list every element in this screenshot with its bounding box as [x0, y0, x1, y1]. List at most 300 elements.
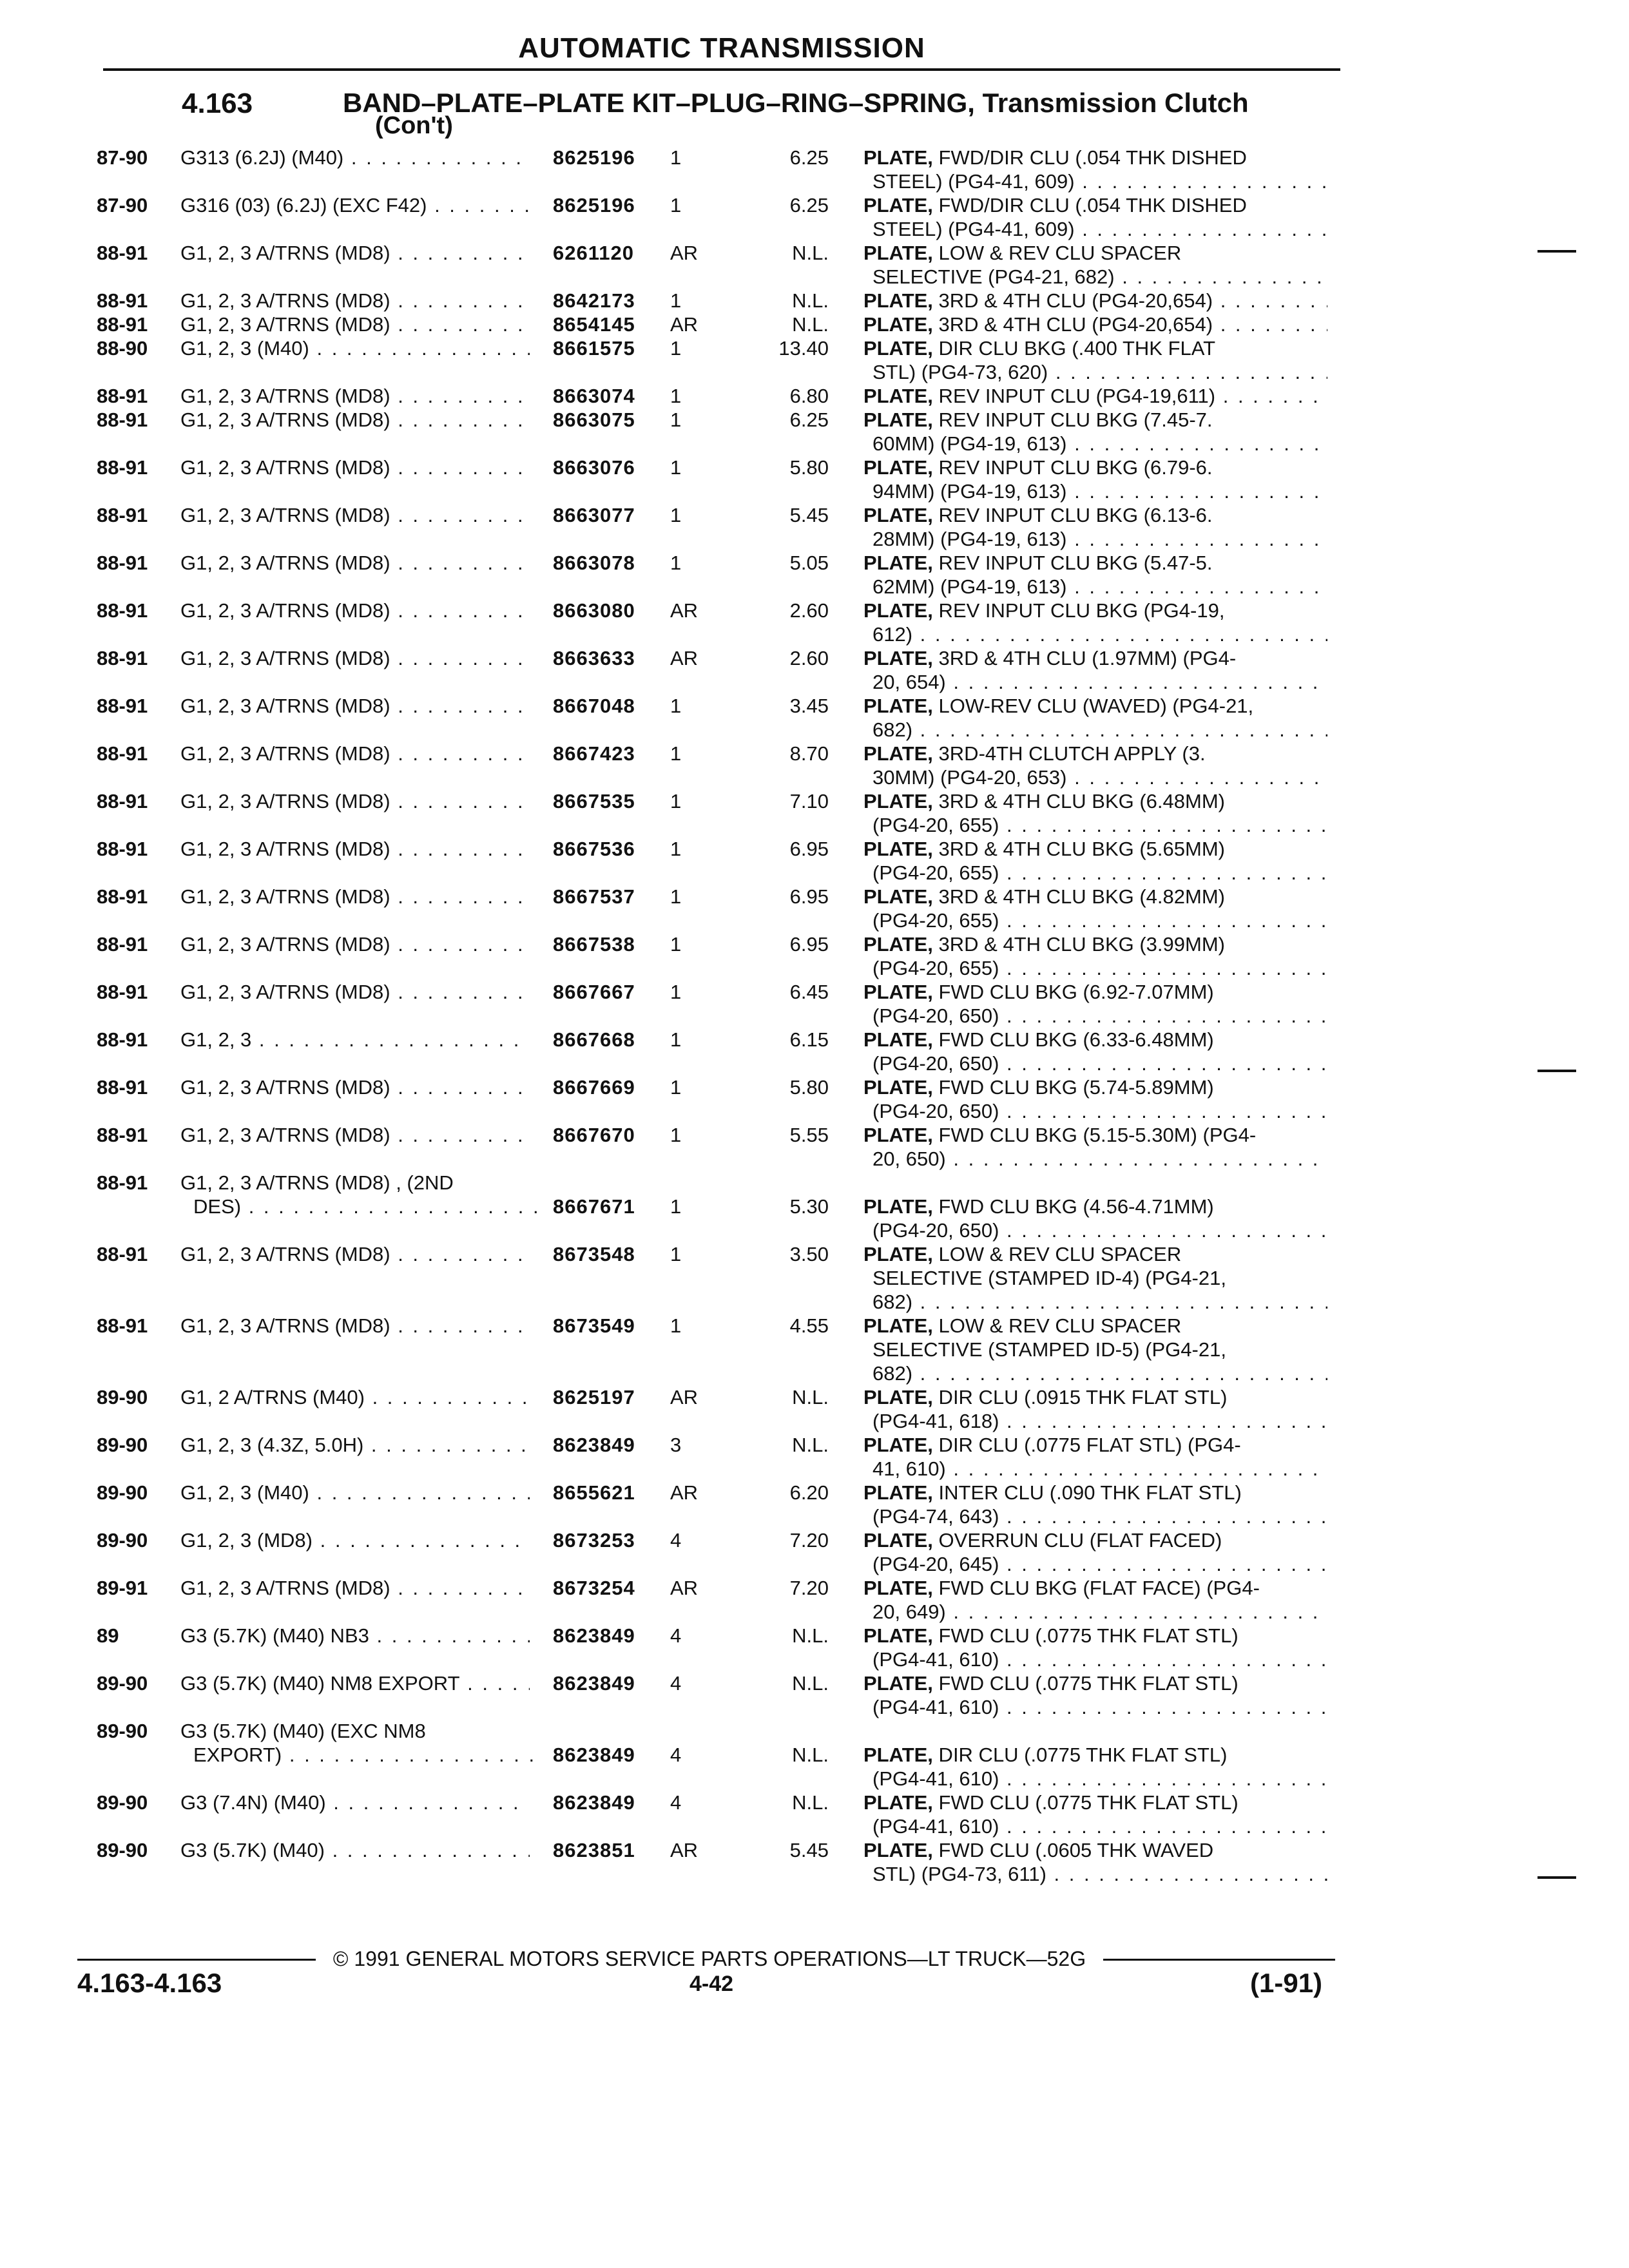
description-line: 30MM) (PG4-20, 653) . . .: [863, 765, 1327, 789]
row-years: 89-90: [97, 1386, 148, 1408]
description-keyword: PLATE,: [863, 1028, 933, 1051]
row-description: [863, 885, 1327, 932]
description-line: PLATE, DIR CLU BKG (.400 THK FLAT: [863, 337, 1216, 360]
row-part-number: 8667537: [553, 885, 635, 908]
description-line: STL) (PG4-73, 620) . . .: [863, 360, 1327, 384]
row-quantity: 4: [670, 1744, 682, 1766]
row-description: [863, 1195, 1327, 1242]
description-line: (PG4-41, 610) . . .: [863, 1767, 1327, 1791]
row-quantity: 1: [670, 385, 682, 407]
description-keyword: PLATE,: [863, 385, 933, 407]
row-part-number: 8623849: [553, 1744, 635, 1766]
row-years: 88-91: [97, 242, 148, 264]
description-keyword: PLATE,: [863, 1481, 933, 1504]
row-usage: G1, 2, 3 A/TRNS (MD8) . . .: [180, 694, 530, 718]
description-line: PLATE, 3RD & 4TH CLU BKG (3.99MM): [863, 933, 1225, 956]
row-description: [863, 837, 1327, 885]
footer-rule-left: [77, 1959, 316, 1961]
row-description: [863, 694, 1327, 742]
description-line: (PG4-20, 645) . . .: [863, 1552, 1327, 1576]
description-line: 682) . . .: [863, 1290, 1327, 1314]
row-description: [863, 1242, 1327, 1314]
description-line: SELECTIVE (STAMPED ID-5) (PG4-21,: [872, 1338, 1226, 1361]
row-quantity: AR: [670, 313, 699, 336]
description-keyword: PLATE,: [863, 1243, 933, 1265]
description-line: 94MM) (PG4-19, 613) . . .: [863, 479, 1327, 503]
row-quantity: 1: [670, 1195, 682, 1218]
row-years: 89-91: [97, 1577, 148, 1599]
row-usage: G1, 2, 3 A/TRNS (MD8) . . .: [180, 980, 530, 1004]
description-line: PLATE, FWD CLU BKG (5.15-5.30M) (PG4-: [863, 1124, 1257, 1146]
row-usage: G1, 2, 3 A/TRNS (MD8) . . .: [180, 408, 530, 432]
description-line: PLATE, FWD CLU (.0775 THK FLAT STL): [863, 1791, 1239, 1814]
row-price: 6.45: [789, 981, 829, 1003]
row-description: [863, 241, 1327, 289]
description-keyword: PLATE,: [863, 1577, 933, 1599]
description-keyword: PLATE,: [863, 1124, 933, 1146]
description-keyword: PLATE,: [863, 1744, 933, 1766]
description-line: PLATE, FWD CLU BKG (6.92-7.07MM): [863, 981, 1214, 1003]
description-line: (PG4-20, 655) . . .: [863, 908, 1327, 932]
row-description: [863, 312, 1327, 336]
row-part-number: 8667538: [553, 933, 635, 956]
row-part-number: 8623849: [553, 1672, 635, 1695]
row-part-number: 8667048: [553, 695, 635, 717]
row-description: [863, 408, 1327, 456]
row-description: [863, 1743, 1327, 1791]
description-keyword: PLATE,: [863, 981, 933, 1003]
row-price: N.L.: [792, 242, 829, 264]
row-part-number: 8667670: [553, 1124, 635, 1146]
row-description: [863, 599, 1327, 646]
description-keyword: PLATE,: [863, 1076, 933, 1099]
description-line: PLATE, FWD/DIR CLU (.054 THK DISHED: [863, 146, 1247, 169]
row-usage: G1, 2, 3 A/TRNS (MD8) . . .: [180, 1314, 530, 1338]
row-usage: G3 (5.7K) (M40) NB3 . . .: [180, 1624, 530, 1648]
description-line: (PG4-41, 610) . . .: [863, 1695, 1327, 1719]
description-keyword: PLATE,: [863, 647, 933, 669]
row-description: [863, 456, 1327, 503]
header-rule: [103, 68, 1340, 71]
description-line: 62MM) (PG4-19, 613) . . .: [863, 575, 1327, 599]
description-keyword: PLATE,: [863, 695, 933, 717]
row-usage: G1, 2, 3 A/TRNS (MD8) . . .: [180, 646, 530, 670]
row-years: 88-91: [97, 504, 148, 526]
row-description: [863, 742, 1327, 789]
row-usage: G1, 2, 3 A/TRNS (MD8) . . .: [180, 456, 530, 479]
description-line: PLATE, FWD CLU (.0775 THK FLAT STL): [863, 1624, 1239, 1647]
row-description: [863, 336, 1327, 384]
row-part-number: 8673548: [553, 1243, 635, 1265]
row-usage: G1, 2, 3 A/TRNS (MD8) . . .: [180, 742, 530, 765]
description-keyword: PLATE,: [863, 1314, 933, 1337]
description-line: 60MM) (PG4-19, 613) . . .: [863, 432, 1327, 456]
description-line: (PG4-20, 650) . . .: [863, 1218, 1327, 1242]
row-description: [863, 1838, 1327, 1886]
row-part-number: 8667536: [553, 838, 635, 860]
footer-date: (1-91): [1250, 1968, 1323, 1998]
row-price: 3.45: [789, 695, 829, 717]
row-description: [863, 289, 1327, 312]
description-line: PLATE, FWD CLU (.0775 THK FLAT STL): [863, 1672, 1239, 1695]
description-line: PLATE, FWD CLU BKG (4.56-4.71MM): [863, 1195, 1214, 1218]
row-part-number: 6261120: [553, 242, 634, 264]
description-line: PLATE, REV INPUT CLU BKG (5.47-5.: [863, 552, 1213, 574]
row-part-number: 8663075: [553, 408, 635, 431]
description-line: PLATE, REV INPUT CLU BKG (7.45-7.: [863, 408, 1213, 431]
row-quantity: 1: [670, 456, 682, 479]
description-keyword: PLATE,: [863, 456, 933, 479]
description-keyword: PLATE,: [863, 1672, 933, 1695]
row-years: 89-90: [97, 1529, 148, 1552]
description-line: (PG4-20, 650) . . .: [863, 1052, 1327, 1075]
group-title: BAND–PLATE–PLATE KIT–PLUG–RING–SPRING, Transmission Clutch: [343, 88, 1249, 118]
row-years: 88-91: [97, 647, 148, 669]
row-price: 6.25: [789, 408, 829, 431]
description-line: PLATE, DIR CLU (.0775 THK FLAT STL): [863, 1744, 1228, 1766]
row-description: [863, 1433, 1327, 1481]
row-usage: G1, 2, 3 A/TRNS (MD8) . . .: [180, 1242, 530, 1266]
description-line: PLATE, DIR CLU (.0915 THK FLAT STL): [863, 1386, 1228, 1408]
row-usage: DES) . . .: [193, 1195, 543, 1218]
row-price: 2.60: [789, 599, 829, 622]
row-years: 89-90: [97, 1839, 148, 1861]
description-line: PLATE, LOW & REV CLU SPACER: [863, 242, 1182, 264]
row-quantity: 1: [670, 146, 682, 169]
description-line: PLATE, DIR CLU (.0775 FLAT STL) (PG4-: [863, 1434, 1241, 1456]
description-line: 20, 654) . . .: [863, 670, 1327, 694]
description-line: PLATE, LOW & REV CLU SPACER: [863, 1314, 1182, 1337]
row-description: [863, 1075, 1327, 1123]
description-line: (PG4-41, 618) . . .: [863, 1409, 1327, 1433]
row-part-number: 8667669: [553, 1076, 635, 1099]
description-line: (PG4-41, 610) . . .: [863, 1814, 1327, 1838]
row-quantity: AR: [670, 599, 699, 622]
row-years: 88-91: [97, 599, 148, 622]
description-keyword: PLATE,: [863, 885, 933, 908]
row-price: N.L.: [792, 1744, 829, 1766]
row-description: [863, 1624, 1327, 1671]
row-years: 88-91: [97, 385, 148, 407]
row-price: 5.30: [789, 1195, 829, 1218]
row-quantity: 1: [670, 981, 682, 1003]
row-part-number: 8667667: [553, 981, 635, 1003]
row-price: N.L.: [792, 313, 829, 336]
description-line: PLATE, FWD CLU BKG (5.74-5.89MM): [863, 1076, 1214, 1099]
row-part-number: 8642173: [553, 289, 635, 312]
margin-mark: [1537, 1070, 1576, 1072]
row-price: 5.45: [789, 504, 829, 526]
description-line: (PG4-74, 643) . . .: [863, 1504, 1327, 1528]
row-usage: G1, 2, 3 A/TRNS (MD8) . . .: [180, 599, 530, 622]
description-keyword: PLATE,: [863, 194, 933, 216]
description-keyword: PLATE,: [863, 1624, 933, 1647]
description-line: PLATE, REV INPUT CLU BKG (6.13-6.: [863, 504, 1213, 526]
row-years: 88-91: [97, 933, 148, 956]
row-usage: G1, 2, 3 A/TRNS (MD8) . . .: [180, 1075, 530, 1099]
description-line: PLATE, FWD CLU BKG (FLAT FACE) (PG4-: [863, 1577, 1260, 1599]
row-part-number: 8667668: [553, 1028, 635, 1051]
row-usage: G1, 2, 3 A/TRNS (MD8) . . .: [180, 289, 530, 312]
row-price: N.L.: [792, 1386, 829, 1408]
row-years: 88-91: [97, 289, 148, 312]
page-header: AUTOMATIC TRANSMISSION: [518, 32, 925, 64]
row-quantity: 1: [670, 1028, 682, 1051]
description-line: PLATE, 3RD & 4TH CLU (PG4-20,654) . . .: [863, 289, 1327, 312]
row-part-number: 8654145: [553, 313, 635, 336]
description-keyword: PLATE,: [863, 838, 933, 860]
description-line: 612) . . .: [863, 622, 1327, 646]
row-usage: G1, 2, 3 (M40) . . .: [180, 1481, 530, 1504]
row-description: [863, 1028, 1327, 1075]
row-price: 6.80: [789, 385, 829, 407]
description-line: PLATE, 3RD & 4TH CLU (PG4-20,654) . . .: [863, 312, 1327, 336]
margin-mark: [1537, 250, 1576, 253]
description-line: STEEL) (PG4-41, 609) . . .: [863, 217, 1327, 241]
row-usage: G1, 2, 3 A/TRNS (MD8) . . .: [180, 885, 530, 908]
row-quantity: AR: [670, 647, 699, 669]
row-usage: G1, 2, 3 A/TRNS (MD8) . . .: [180, 932, 530, 956]
row-usage: G313 (6.2J) (M40) . . .: [180, 146, 530, 169]
row-price: 6.25: [789, 146, 829, 169]
row-years: 89: [97, 1624, 119, 1647]
row-years: 88-91: [97, 885, 148, 908]
description-line: PLATE, FWD/DIR CLU (.054 THK DISHED: [863, 194, 1247, 216]
row-usage: G1, 2, 3 A/TRNS (MD8) . . .: [180, 312, 530, 336]
row-years: 88-90: [97, 337, 148, 360]
group-number: 4.163: [182, 88, 253, 119]
row-part-number: 8623849: [553, 1624, 635, 1647]
description-line: STEEL) (PG4-41, 609) . . .: [863, 169, 1327, 193]
row-price: N.L.: [792, 289, 829, 312]
row-usage: G316 (03) (6.2J) (EXC F42) . . .: [180, 193, 530, 217]
row-usage: G3 (5.7K) (M40) NM8 EXPORT . . .: [180, 1671, 530, 1695]
row-price: 5.80: [789, 1076, 829, 1099]
description-line: PLATE, FWD CLU BKG (6.33-6.48MM): [863, 1028, 1214, 1051]
description-line: PLATE, INTER CLU (.090 THK FLAT STL): [863, 1481, 1242, 1504]
row-description: [863, 789, 1327, 837]
row-part-number: 8663077: [553, 504, 635, 526]
row-price: 6.95: [789, 933, 829, 956]
group-continued: (Con't): [375, 112, 453, 139]
row-years: 88-91: [97, 1314, 148, 1337]
row-quantity: 1: [670, 552, 682, 574]
row-quantity: 1: [670, 838, 682, 860]
description-line: PLATE, REV INPUT CLU BKG (PG4-19,: [863, 599, 1225, 622]
row-usage: G1, 2, 3 A/TRNS (MD8) , (2ND: [180, 1171, 454, 1194]
row-quantity: 4: [670, 1672, 682, 1695]
row-part-number: 8663076: [553, 456, 635, 479]
row-price: N.L.: [792, 1434, 829, 1456]
margin-mark: [1537, 1876, 1576, 1879]
description-keyword: PLATE,: [863, 1434, 933, 1456]
row-part-number: 8625197: [553, 1386, 635, 1408]
row-years: 88-91: [97, 552, 148, 574]
row-usage: G3 (5.7K) (M40) (EXC NM8: [180, 1720, 426, 1742]
description-line: 682) . . .: [863, 718, 1327, 742]
row-years: 88-91: [97, 1171, 148, 1194]
row-years: 88-91: [97, 790, 148, 812]
row-quantity: AR: [670, 1386, 699, 1408]
row-usage: G1, 2, 3 (4.3Z, 5.0H) . . .: [180, 1433, 530, 1457]
description-line: PLATE, REV INPUT CLU BKG (6.79-6.: [863, 456, 1213, 479]
description-keyword: PLATE,: [863, 313, 933, 336]
row-quantity: 1: [670, 194, 682, 216]
description-line: PLATE, 3RD & 4TH CLU BKG (5.65MM): [863, 838, 1225, 860]
row-price: 2.60: [789, 647, 829, 669]
description-line: 41, 610) . . .: [863, 1457, 1327, 1481]
description-keyword: PLATE,: [863, 1791, 933, 1814]
row-quantity: 1: [670, 790, 682, 812]
description-keyword: PLATE,: [863, 552, 933, 574]
description-line: (PG4-20, 650) . . .: [863, 1099, 1327, 1123]
row-price: 6.25: [789, 194, 829, 216]
description-line: PLATE, LOW-REV CLU (WAVED) (PG4-21,: [863, 695, 1254, 717]
row-part-number: 8663078: [553, 552, 635, 574]
row-quantity: 4: [670, 1791, 682, 1814]
row-years: 88-91: [97, 742, 148, 765]
row-part-number: 8667423: [553, 742, 635, 765]
row-description: [863, 1576, 1327, 1624]
row-usage: G1, 2, 3 A/TRNS (MD8) . . .: [180, 551, 530, 575]
row-price: 5.80: [789, 456, 829, 479]
row-description: [863, 384, 1327, 408]
row-usage: G1, 2, 3 A/TRNS (MD8) . . .: [180, 1576, 530, 1600]
row-years: 88-91: [97, 1028, 148, 1051]
description-line: PLATE, 3RD & 4TH CLU BKG (4.82MM): [863, 885, 1225, 908]
row-years: 88-91: [97, 1076, 148, 1099]
row-years: 88-91: [97, 313, 148, 336]
description-line: PLATE, LOW & REV CLU SPACER: [863, 1243, 1182, 1265]
description-keyword: PLATE,: [863, 146, 933, 169]
row-price: 8.70: [789, 742, 829, 765]
row-description: [863, 646, 1327, 694]
row-quantity: 1: [670, 742, 682, 765]
row-quantity: 1: [670, 695, 682, 717]
row-price: 7.10: [789, 790, 829, 812]
row-description: [863, 1528, 1327, 1576]
row-years: 88-91: [97, 695, 148, 717]
row-price: 6.95: [789, 885, 829, 908]
description-line: (PG4-41, 610) . . .: [863, 1648, 1327, 1671]
row-price: 6.95: [789, 838, 829, 860]
description-line: 20, 650) . . .: [863, 1147, 1327, 1171]
row-price: 6.15: [789, 1028, 829, 1051]
row-usage: EXPORT) . . .: [193, 1743, 543, 1767]
row-description: [863, 551, 1327, 599]
description-keyword: PLATE,: [863, 790, 933, 812]
row-quantity: 1: [670, 1124, 682, 1146]
description-line: (PG4-20, 655) . . .: [863, 813, 1327, 837]
row-part-number: 8623851: [553, 1839, 635, 1861]
row-years: 89-90: [97, 1791, 148, 1814]
description-line: PLATE, REV INPUT CLU (PG4-19,611) . . .: [863, 384, 1327, 408]
row-quantity: 3: [670, 1434, 682, 1456]
description-line: SELECTIVE (PG4-21, 682) . . .: [863, 265, 1327, 289]
row-part-number: 8625196: [553, 146, 635, 169]
row-usage: G1, 2, 3 . . .: [180, 1028, 530, 1052]
row-years: 88-91: [97, 981, 148, 1003]
row-usage: G1, 2, 3 A/TRNS (MD8) . . .: [180, 241, 530, 265]
row-price: N.L.: [792, 1791, 829, 1814]
row-price: 3.50: [789, 1243, 829, 1265]
row-years: 88-91: [97, 456, 148, 479]
row-part-number: 8663074: [553, 385, 635, 407]
description-line: (PG4-20, 655) . . .: [863, 861, 1327, 885]
row-description: [863, 1314, 1327, 1385]
description-line: (PG4-20, 650) . . .: [863, 1004, 1327, 1028]
description-keyword: PLATE,: [863, 1195, 933, 1218]
row-usage: G1, 2, 3 A/TRNS (MD8) . . .: [180, 837, 530, 861]
row-quantity: 1: [670, 933, 682, 956]
footer-page-number: 4-42: [689, 1972, 734, 1996]
row-quantity: 1: [670, 408, 682, 431]
row-part-number: 8623849: [553, 1434, 635, 1456]
row-years: 89-90: [97, 1672, 148, 1695]
row-quantity: AR: [670, 1481, 699, 1504]
row-part-number: 8623849: [553, 1791, 635, 1814]
description-keyword: PLATE,: [863, 599, 933, 622]
description-line: PLATE, 3RD-4TH CLUTCH APPLY (3.: [863, 742, 1206, 765]
description-line: PLATE, FWD CLU (.0605 THK WAVED: [863, 1839, 1214, 1861]
row-usage: G1, 2, 3 A/TRNS (MD8) . . .: [180, 503, 530, 527]
row-quantity: 1: [670, 504, 682, 526]
row-part-number: 8673549: [553, 1314, 635, 1337]
row-description: [863, 1791, 1327, 1838]
description-line: STL) (PG4-73, 611) . . .: [863, 1862, 1327, 1886]
description-keyword: PLATE,: [863, 742, 933, 765]
footer-copyright: © 1991 GENERAL MOTORS SERVICE PARTS OPERATIONS—LT TRUCK—52G: [333, 1947, 1086, 1970]
row-quantity: 1: [670, 1243, 682, 1265]
row-years: 89-90: [97, 1481, 148, 1504]
row-price: N.L.: [792, 1624, 829, 1647]
row-usage: G1, 2, 3 (MD8) . . .: [180, 1528, 530, 1552]
description-keyword: PLATE,: [863, 933, 933, 956]
row-quantity: 4: [670, 1529, 682, 1552]
description-keyword: PLATE,: [863, 1529, 933, 1552]
description-line: SELECTIVE (STAMPED ID-4) (PG4-21,: [872, 1267, 1226, 1289]
row-part-number: 8663633: [553, 647, 635, 669]
description-keyword: PLATE,: [863, 1839, 933, 1861]
description-line: PLATE, 3RD & 4TH CLU (1.97MM) (PG4-: [863, 647, 1237, 669]
description-line: PLATE, OVERRUN CLU (FLAT FACED): [863, 1529, 1222, 1552]
row-usage: G1, 2 A/TRNS (M40) . . .: [180, 1385, 530, 1409]
row-years: 88-91: [97, 1124, 148, 1146]
row-description: [863, 193, 1327, 241]
row-description: [863, 1123, 1327, 1171]
row-price: 13.40: [778, 337, 829, 360]
row-part-number: 8655621: [553, 1481, 635, 1504]
description-line: 682) . . .: [863, 1361, 1327, 1385]
row-usage: G1, 2, 3 A/TRNS (MD8) . . .: [180, 1123, 530, 1147]
description-keyword: PLATE,: [863, 408, 933, 431]
row-quantity: AR: [670, 1577, 699, 1599]
row-years: 87-90: [97, 146, 148, 169]
row-quantity: 1: [670, 1076, 682, 1099]
row-part-number: 8667535: [553, 790, 635, 812]
row-usage: G1, 2, 3 (M40) . . .: [180, 336, 530, 360]
row-part-number: 8625196: [553, 194, 635, 216]
row-usage: G1, 2, 3 A/TRNS (MD8) . . .: [180, 789, 530, 813]
row-price: N.L.: [792, 1672, 829, 1695]
row-price: 7.20: [789, 1577, 829, 1599]
row-description: [863, 980, 1327, 1028]
row-quantity: 1: [670, 1314, 682, 1337]
row-quantity: AR: [670, 1839, 699, 1861]
row-part-number: 8673253: [553, 1529, 635, 1552]
row-description: [863, 503, 1327, 551]
row-usage: G1, 2, 3 A/TRNS (MD8) . . .: [180, 384, 530, 408]
